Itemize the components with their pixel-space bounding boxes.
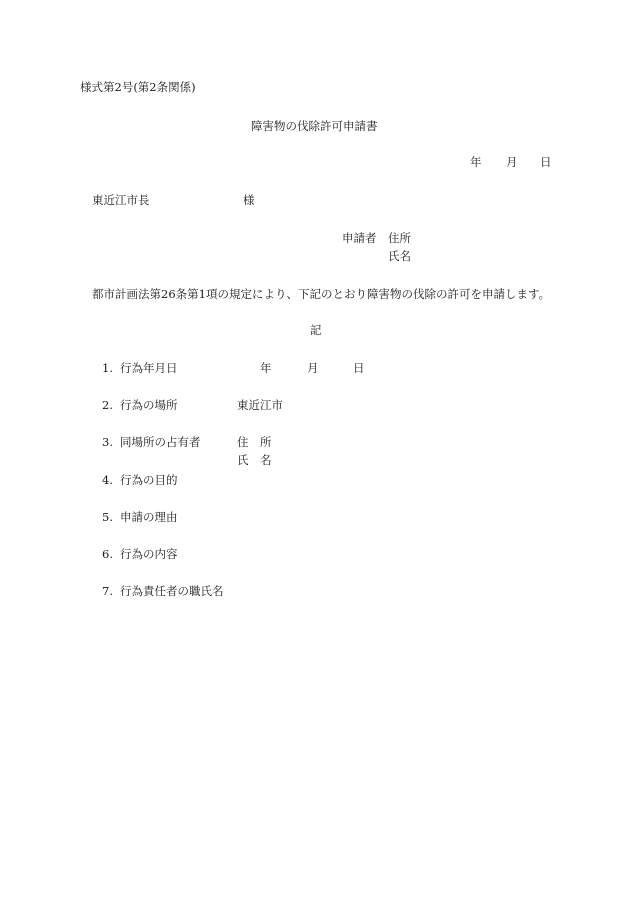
item-number: 3. — [102, 435, 113, 449]
occupant-name-label: 氏 名 — [237, 453, 272, 467]
date-day-label: 日 — [540, 155, 552, 169]
item-label-content: 行為の内容 — [120, 547, 178, 561]
item-label-occupant: 同場所の占有者 — [120, 435, 201, 449]
date-year-label: 年 — [470, 155, 482, 169]
action-date-month-label: 月 — [307, 361, 319, 375]
item-label-action-date: 行為年月日 — [120, 361, 178, 375]
item-number: 4. — [102, 473, 113, 487]
date-month-label: 月 — [506, 155, 518, 169]
action-date-day-label: 日 — [353, 361, 365, 375]
item-label-purpose: 行為の目的 — [120, 473, 178, 487]
document-title: 障害物の伐除許可申請書 — [251, 119, 378, 133]
item-number: 6. — [102, 547, 113, 561]
item-number: 7. — [102, 584, 113, 598]
form-number-label: 様式第2号(第2条関係) — [80, 80, 196, 94]
item-label-action-place: 行為の場所 — [120, 398, 178, 412]
applicant-name-label: 氏名 — [388, 249, 411, 263]
occupant-address-label: 住 所 — [237, 435, 272, 449]
addressee-honorific: 様 — [243, 193, 255, 207]
addressee-name: 東近江市長 — [92, 193, 150, 207]
action-place-value: 東近江市 — [237, 398, 283, 412]
item-label-responsible-person: 行為責任者の職氏名 — [120, 584, 224, 598]
item-number: 1. — [102, 361, 113, 375]
applicant-address-label: 住所 — [388, 231, 411, 245]
item-label-reason: 申請の理由 — [120, 510, 178, 524]
applicant-label: 申請者 — [342, 231, 377, 245]
item-number: 2. — [102, 398, 113, 412]
request-body-text: 都市計画法第26条第1項の規定により、下記のとおり障害物の伐除の許可を申請します。 — [92, 287, 551, 301]
action-date-year-label: 年 — [260, 361, 272, 375]
item-number: 5. — [102, 510, 113, 524]
ki-heading: 記 — [310, 323, 322, 337]
